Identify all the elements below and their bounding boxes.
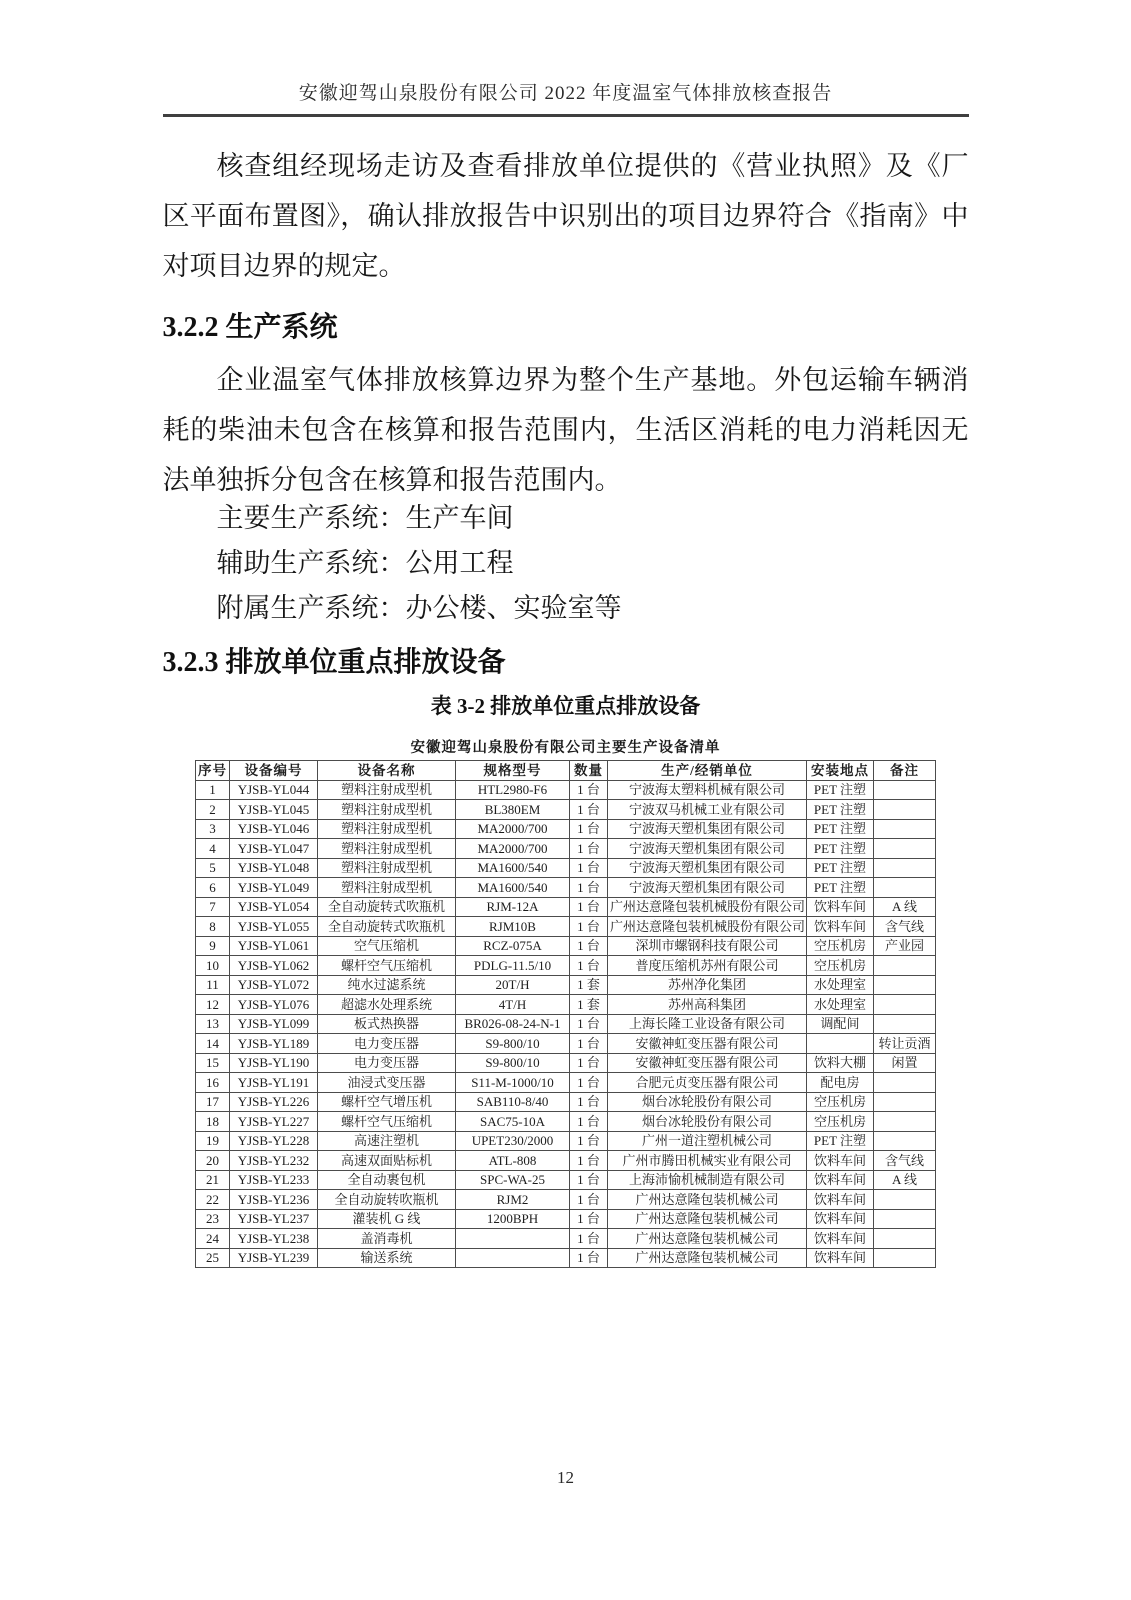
table-cell: 宁波双马机械工业有限公司 <box>608 800 807 820</box>
table-cell: 饮料车间 <box>807 917 874 937</box>
table-cell: 1 台 <box>570 839 608 859</box>
equipment-table-caption: 安徽迎驾山泉股份有限公司主要生产设备清单 <box>410 740 721 756</box>
table-cell: YJSB-YL233 <box>230 1170 318 1190</box>
table-cell: 饮料车间 <box>807 1151 874 1171</box>
table-cell: YJSB-YL045 <box>230 800 318 820</box>
table-cell <box>874 780 936 800</box>
table-cell: 宁波海天塑机集团有限公司 <box>608 878 807 898</box>
table-cell: 21 <box>196 1170 230 1190</box>
table-cell: PET 注塑 <box>807 1131 874 1151</box>
table-header-cell: 序号 <box>196 761 230 781</box>
table-cell: 空压机房 <box>807 956 874 976</box>
table-cell: YJSB-YL226 <box>230 1092 318 1112</box>
table-cell: 板式热换器 <box>318 1014 456 1034</box>
table-row <box>196 1112 936 1132</box>
table-cell <box>874 1092 936 1112</box>
table-cell <box>874 1209 936 1229</box>
table-cell: 调配间 <box>807 1014 874 1034</box>
table-cell <box>874 819 936 839</box>
table-cell: YJSB-YL049 <box>230 878 318 898</box>
table-cell: 螺杆空气压缩机 <box>318 1112 456 1132</box>
table-header-cell: 备注 <box>874 761 936 781</box>
table-cell: YJSB-YL054 <box>230 897 318 917</box>
table-cell: 饮料车间 <box>807 1190 874 1210</box>
table-cell: YJSB-YL062 <box>230 956 318 976</box>
table-cell: 塑料注射成型机 <box>318 839 456 859</box>
table-cell: S9-800/10 <box>456 1053 570 1073</box>
paragraph-boundary-confirmation: 核查组经现场走访及查看排放单位提供的《营业执照》及《厂区平面布置图》，确认排放报告中识别出的项目边界符合《指南》中对项目边界的规定。 <box>162 151 969 281</box>
table-cell: 22 <box>196 1190 230 1210</box>
table-row <box>196 1131 936 1151</box>
table-cell: 配电房 <box>807 1073 874 1093</box>
table-cell: 10 <box>196 956 230 976</box>
table-cell: 5 <box>196 858 230 878</box>
table-cell: UPET230/2000 <box>456 1131 570 1151</box>
table-cell: YJSB-YL237 <box>230 1209 318 1229</box>
table-cell: 广州达意隆包装机械股份有限公司 <box>608 917 807 937</box>
table-cell: 1 台 <box>570 1112 608 1132</box>
table-cell: 1 台 <box>570 878 608 898</box>
line-attached-production-system: 附属生产系统：办公楼、实验室等 <box>216 593 622 623</box>
table-cell: 烟台冰轮股份有限公司 <box>608 1092 807 1112</box>
table-cell: 宁波海天塑机集团有限公司 <box>608 819 807 839</box>
table-cell <box>456 1229 570 1249</box>
table-cell: 普度压缩机苏州有限公司 <box>608 956 807 976</box>
table-cell: 广州达意隆包装机械股份有限公司 <box>608 897 807 917</box>
table-cell: 14 <box>196 1034 230 1054</box>
table-cell <box>456 1248 570 1268</box>
table-row <box>196 936 936 956</box>
table-row <box>196 1053 936 1073</box>
table-cell: 1 台 <box>570 917 608 937</box>
table-cell: 广州达意隆包装机械公司 <box>608 1248 807 1268</box>
table-row <box>196 917 936 937</box>
table-cell: 1 <box>196 780 230 800</box>
table-cell: MA1600/540 <box>456 878 570 898</box>
table-cell: 超滤水处理系统 <box>318 995 456 1015</box>
table-cell: BL380EM <box>456 800 570 820</box>
table-cell: 7 <box>196 897 230 917</box>
table-cell: RJM-12A <box>456 897 570 917</box>
table-cell: ATL-808 <box>456 1151 570 1171</box>
table-cell: 1 台 <box>570 956 608 976</box>
table-cell: 1 台 <box>570 1209 608 1229</box>
table-cell: PET 注塑 <box>807 780 874 800</box>
table-cell: PET 注塑 <box>807 800 874 820</box>
heading-3-2-2-production-system: 3.2.2 生产系统 <box>162 312 338 343</box>
table-row <box>196 1229 936 1249</box>
table-cell: S11-M-1000/10 <box>456 1073 570 1093</box>
table-cell: 9 <box>196 936 230 956</box>
table-cell: 苏州高科集团 <box>608 995 807 1015</box>
table-row <box>196 800 936 820</box>
table-cell: 广州达意隆包装机械公司 <box>608 1209 807 1229</box>
table-header-row <box>196 761 936 781</box>
table-cell: 饮料车间 <box>807 1209 874 1229</box>
table-cell: S9-800/10 <box>456 1034 570 1054</box>
table-cell <box>874 858 936 878</box>
table-cell <box>874 839 936 859</box>
table-cell: RJM10B <box>456 917 570 937</box>
heading-3-2-3-key-emission-equipment: 3.2.3 排放单位重点排放设备 <box>162 647 506 678</box>
table-cell: YJSB-YL190 <box>230 1053 318 1073</box>
table-cell: 宁波海天塑机集团有限公司 <box>608 839 807 859</box>
table-row <box>196 1190 936 1210</box>
table-header-cell: 生产/经销单位 <box>608 761 807 781</box>
table-cell: RJM2 <box>456 1190 570 1210</box>
table-cell: 15 <box>196 1053 230 1073</box>
table-cell: 1 台 <box>570 936 608 956</box>
table-cell: 1 套 <box>570 995 608 1015</box>
table-header-cell: 数量 <box>570 761 608 781</box>
table-cell: 24 <box>196 1229 230 1249</box>
table-cell: PET 注塑 <box>807 839 874 859</box>
table-cell: 螺杆空气压缩机 <box>318 956 456 976</box>
table-header-cell: 规格型号 <box>456 761 570 781</box>
page-header-title: 安徽迎驾山泉股份有限公司 2022 年度温室气体排放核查报告 <box>163 78 969 117</box>
line-auxiliary-production-system: 辅助生产系统：公用工程 <box>216 548 514 578</box>
table-header-cell: 安装地点 <box>807 761 874 781</box>
table-row <box>196 858 936 878</box>
table-cell: 1 台 <box>570 1248 608 1268</box>
table-cell: 20T/H <box>456 975 570 995</box>
table-cell: 电力变压器 <box>318 1034 456 1054</box>
table-cell: 灌装机 G 线 <box>318 1209 456 1229</box>
table-cell: 广州达意隆包装机械公司 <box>608 1229 807 1249</box>
table-cell: 1 台 <box>570 1170 608 1190</box>
table-header-cell: 设备编号 <box>230 761 318 781</box>
table-cell: 饮料车间 <box>807 897 874 917</box>
table-cell: 饮料车间 <box>807 1229 874 1249</box>
table-cell: YJSB-YL238 <box>230 1229 318 1249</box>
table-cell: 含气线 <box>874 1151 936 1171</box>
table-cell: 19 <box>196 1131 230 1151</box>
table-cell: 塑料注射成型机 <box>318 878 456 898</box>
table-cell <box>874 1229 936 1249</box>
table-cell <box>874 1248 936 1268</box>
table-cell: 盖消毒机 <box>318 1229 456 1249</box>
table-cell <box>874 1014 936 1034</box>
table-cell: 13 <box>196 1014 230 1034</box>
table-cell: 广州达意隆包装机械公司 <box>608 1190 807 1210</box>
table-cell: 1 台 <box>570 1229 608 1249</box>
table-row <box>196 1209 936 1229</box>
table-cell: 高速注塑机 <box>318 1131 456 1151</box>
table-row <box>196 1073 936 1093</box>
table-cell: 纯水过滤系统 <box>318 975 456 995</box>
table-cell: SAC75-10A <box>456 1112 570 1132</box>
table-cell: YJSB-YL099 <box>230 1014 318 1034</box>
table-cell: YJSB-YL076 <box>230 995 318 1015</box>
table-cell: 广州市腾田机械实业有限公司 <box>608 1151 807 1171</box>
table-cell <box>874 1073 936 1093</box>
table-cell: 水处理室 <box>807 995 874 1015</box>
table-3-2-title: 表 3-2 排放单位重点排放设备 <box>430 694 701 718</box>
table-cell: A 线 <box>874 1170 936 1190</box>
table-cell: 安徽神虹变压器有限公司 <box>608 1053 807 1073</box>
table-cell: PDLG-11.5/10 <box>456 956 570 976</box>
table-cell: 16 <box>196 1073 230 1093</box>
page-number: 12 <box>557 1468 574 1487</box>
table-cell: 12 <box>196 995 230 1015</box>
table-cell: MA2000/700 <box>456 819 570 839</box>
paragraph-accounting-boundary: 企业温室气体排放核算边界为整个生产基地。外包运输车辆消耗的柴油未包含在核算和报告范围内，生活区消耗的电力消耗因无法单独拆分包含在核算和报告范围内。 <box>162 365 969 495</box>
table-cell: 安徽神虹变压器有限公司 <box>608 1034 807 1054</box>
equipment-table <box>195 760 936 1268</box>
table-cell: YJSB-YL055 <box>230 917 318 937</box>
content-column <box>163 0 969 1268</box>
table-cell: YJSB-YL072 <box>230 975 318 995</box>
table-cell <box>874 1112 936 1132</box>
table-cell: 1 台 <box>570 1092 608 1112</box>
table-cell: A 线 <box>874 897 936 917</box>
table-cell: 电力变压器 <box>318 1053 456 1073</box>
table-row <box>196 1151 936 1171</box>
table-cell: RCZ-075A <box>456 936 570 956</box>
table-cell: 饮料车间 <box>807 1170 874 1190</box>
table-cell: 11 <box>196 975 230 995</box>
table-cell: BR026-08-24-N-1 <box>456 1014 570 1034</box>
table-cell: 苏州净化集团 <box>608 975 807 995</box>
table-cell: 塑料注射成型机 <box>318 780 456 800</box>
table-cell: 饮料车间 <box>807 1248 874 1268</box>
table-cell: YJSB-YL228 <box>230 1131 318 1151</box>
table-cell: 上海沛愉机械制造有限公司 <box>608 1170 807 1190</box>
table-cell: HTL2980-F6 <box>456 780 570 800</box>
table-cell: 闲置 <box>874 1053 936 1073</box>
table-cell: 1 台 <box>570 1034 608 1054</box>
table-cell: 空压机房 <box>807 936 874 956</box>
table-row <box>196 819 936 839</box>
table-cell: YJSB-YL046 <box>230 819 318 839</box>
table-cell: MA1600/540 <box>456 858 570 878</box>
table-cell: 8 <box>196 917 230 937</box>
table-cell: 水处理室 <box>807 975 874 995</box>
table-cell: 2 <box>196 800 230 820</box>
table-cell <box>874 995 936 1015</box>
table-cell: YJSB-YL236 <box>230 1190 318 1210</box>
table-cell: 1200BPH <box>456 1209 570 1229</box>
table-cell: 1 台 <box>570 1053 608 1073</box>
table-cell <box>874 1190 936 1210</box>
table-cell: 油浸式变压器 <box>318 1073 456 1093</box>
table-row <box>196 839 936 859</box>
table-row <box>196 878 936 898</box>
table-cell: 1 台 <box>570 858 608 878</box>
table-cell: YJSB-YL061 <box>230 936 318 956</box>
table-cell: 1 台 <box>570 1014 608 1034</box>
table-cell: PET 注塑 <box>807 858 874 878</box>
table-row <box>196 1034 936 1054</box>
table-cell <box>807 1034 874 1054</box>
table-cell: 1 台 <box>570 1190 608 1210</box>
table-cell: 1 台 <box>570 1151 608 1171</box>
table-cell: YJSB-YL232 <box>230 1151 318 1171</box>
table-cell: 输送系统 <box>318 1248 456 1268</box>
equipment-table-head <box>196 761 936 781</box>
table-row <box>196 956 936 976</box>
table-cell: 1 台 <box>570 800 608 820</box>
table-cell: 1 台 <box>570 897 608 917</box>
table-cell: 产业园 <box>874 936 936 956</box>
table-cell: 空压机房 <box>807 1092 874 1112</box>
table-cell <box>874 956 936 976</box>
table-cell: 塑料注射成型机 <box>318 819 456 839</box>
table-cell: 空压机房 <box>807 1112 874 1132</box>
table-cell: 1 台 <box>570 1073 608 1093</box>
table-cell: PET 注塑 <box>807 819 874 839</box>
table-cell: 塑料注射成型机 <box>318 858 456 878</box>
equipment-table-body <box>196 780 936 1268</box>
table-cell: YJSB-YL048 <box>230 858 318 878</box>
table-cell: 4T/H <box>456 995 570 1015</box>
table-cell: 合肥元贞变压器有限公司 <box>608 1073 807 1093</box>
table-cell <box>874 800 936 820</box>
table-cell: YJSB-YL191 <box>230 1073 318 1093</box>
table-cell: 烟台冰轮股份有限公司 <box>608 1112 807 1132</box>
table-cell: 饮料大棚 <box>807 1053 874 1073</box>
table-cell: 全自动旋转式吹瓶机 <box>318 917 456 937</box>
table-cell: 广州一道注塑机械公司 <box>608 1131 807 1151</box>
table-cell: 4 <box>196 839 230 859</box>
table-row <box>196 975 936 995</box>
table-header-cell: 设备名称 <box>318 761 456 781</box>
table-cell: 1 台 <box>570 819 608 839</box>
table-cell: YJSB-YL189 <box>230 1034 318 1054</box>
table-cell: PET 注塑 <box>807 878 874 898</box>
table-row <box>196 897 936 917</box>
table-cell: 25 <box>196 1248 230 1268</box>
table-cell: 高速双面贴标机 <box>318 1151 456 1171</box>
table-cell: YJSB-YL227 <box>230 1112 318 1132</box>
table-cell: 塑料注射成型机 <box>318 800 456 820</box>
table-cell <box>874 1131 936 1151</box>
table-cell: 3 <box>196 819 230 839</box>
table-cell: 含气线 <box>874 917 936 937</box>
table-cell: 1 台 <box>570 1131 608 1151</box>
table-cell: 上海长隆工业设备有限公司 <box>608 1014 807 1034</box>
table-cell <box>874 878 936 898</box>
line-main-production-system: 主要生产系统：生产车间 <box>216 503 514 533</box>
table-cell <box>874 975 936 995</box>
table-cell: 螺杆空气增压机 <box>318 1092 456 1112</box>
table-cell: 全自动旋转式吹瓶机 <box>318 897 456 917</box>
table-cell: 20 <box>196 1151 230 1171</box>
table-cell: 转让贡酒 <box>874 1034 936 1054</box>
table-cell: SPC-WA-25 <box>456 1170 570 1190</box>
table-cell: 宁波海太塑料机械有限公司 <box>608 780 807 800</box>
table-cell: 全自动裹包机 <box>318 1170 456 1190</box>
table-cell: 空气压缩机 <box>318 936 456 956</box>
table-row <box>196 1248 936 1268</box>
table-cell: 17 <box>196 1092 230 1112</box>
table-cell: MA2000/700 <box>456 839 570 859</box>
table-cell: 深圳市螺钢科技有限公司 <box>608 936 807 956</box>
table-cell: 1 台 <box>570 780 608 800</box>
table-row <box>196 1092 936 1112</box>
table-cell: 23 <box>196 1209 230 1229</box>
table-cell: 全自动旋转吹瓶机 <box>318 1190 456 1210</box>
table-row <box>196 995 936 1015</box>
table-cell: YJSB-YL239 <box>230 1248 318 1268</box>
table-cell: 6 <box>196 878 230 898</box>
table-cell: 18 <box>196 1112 230 1132</box>
table-row <box>196 1170 936 1190</box>
table-cell: 1 套 <box>570 975 608 995</box>
table-cell: 宁波海天塑机集团有限公司 <box>608 858 807 878</box>
table-cell: YJSB-YL044 <box>230 780 318 800</box>
table-row <box>196 1014 936 1034</box>
table-cell: SAB110-8/40 <box>456 1092 570 1112</box>
table-row <box>196 780 936 800</box>
table-cell: YJSB-YL047 <box>230 839 318 859</box>
